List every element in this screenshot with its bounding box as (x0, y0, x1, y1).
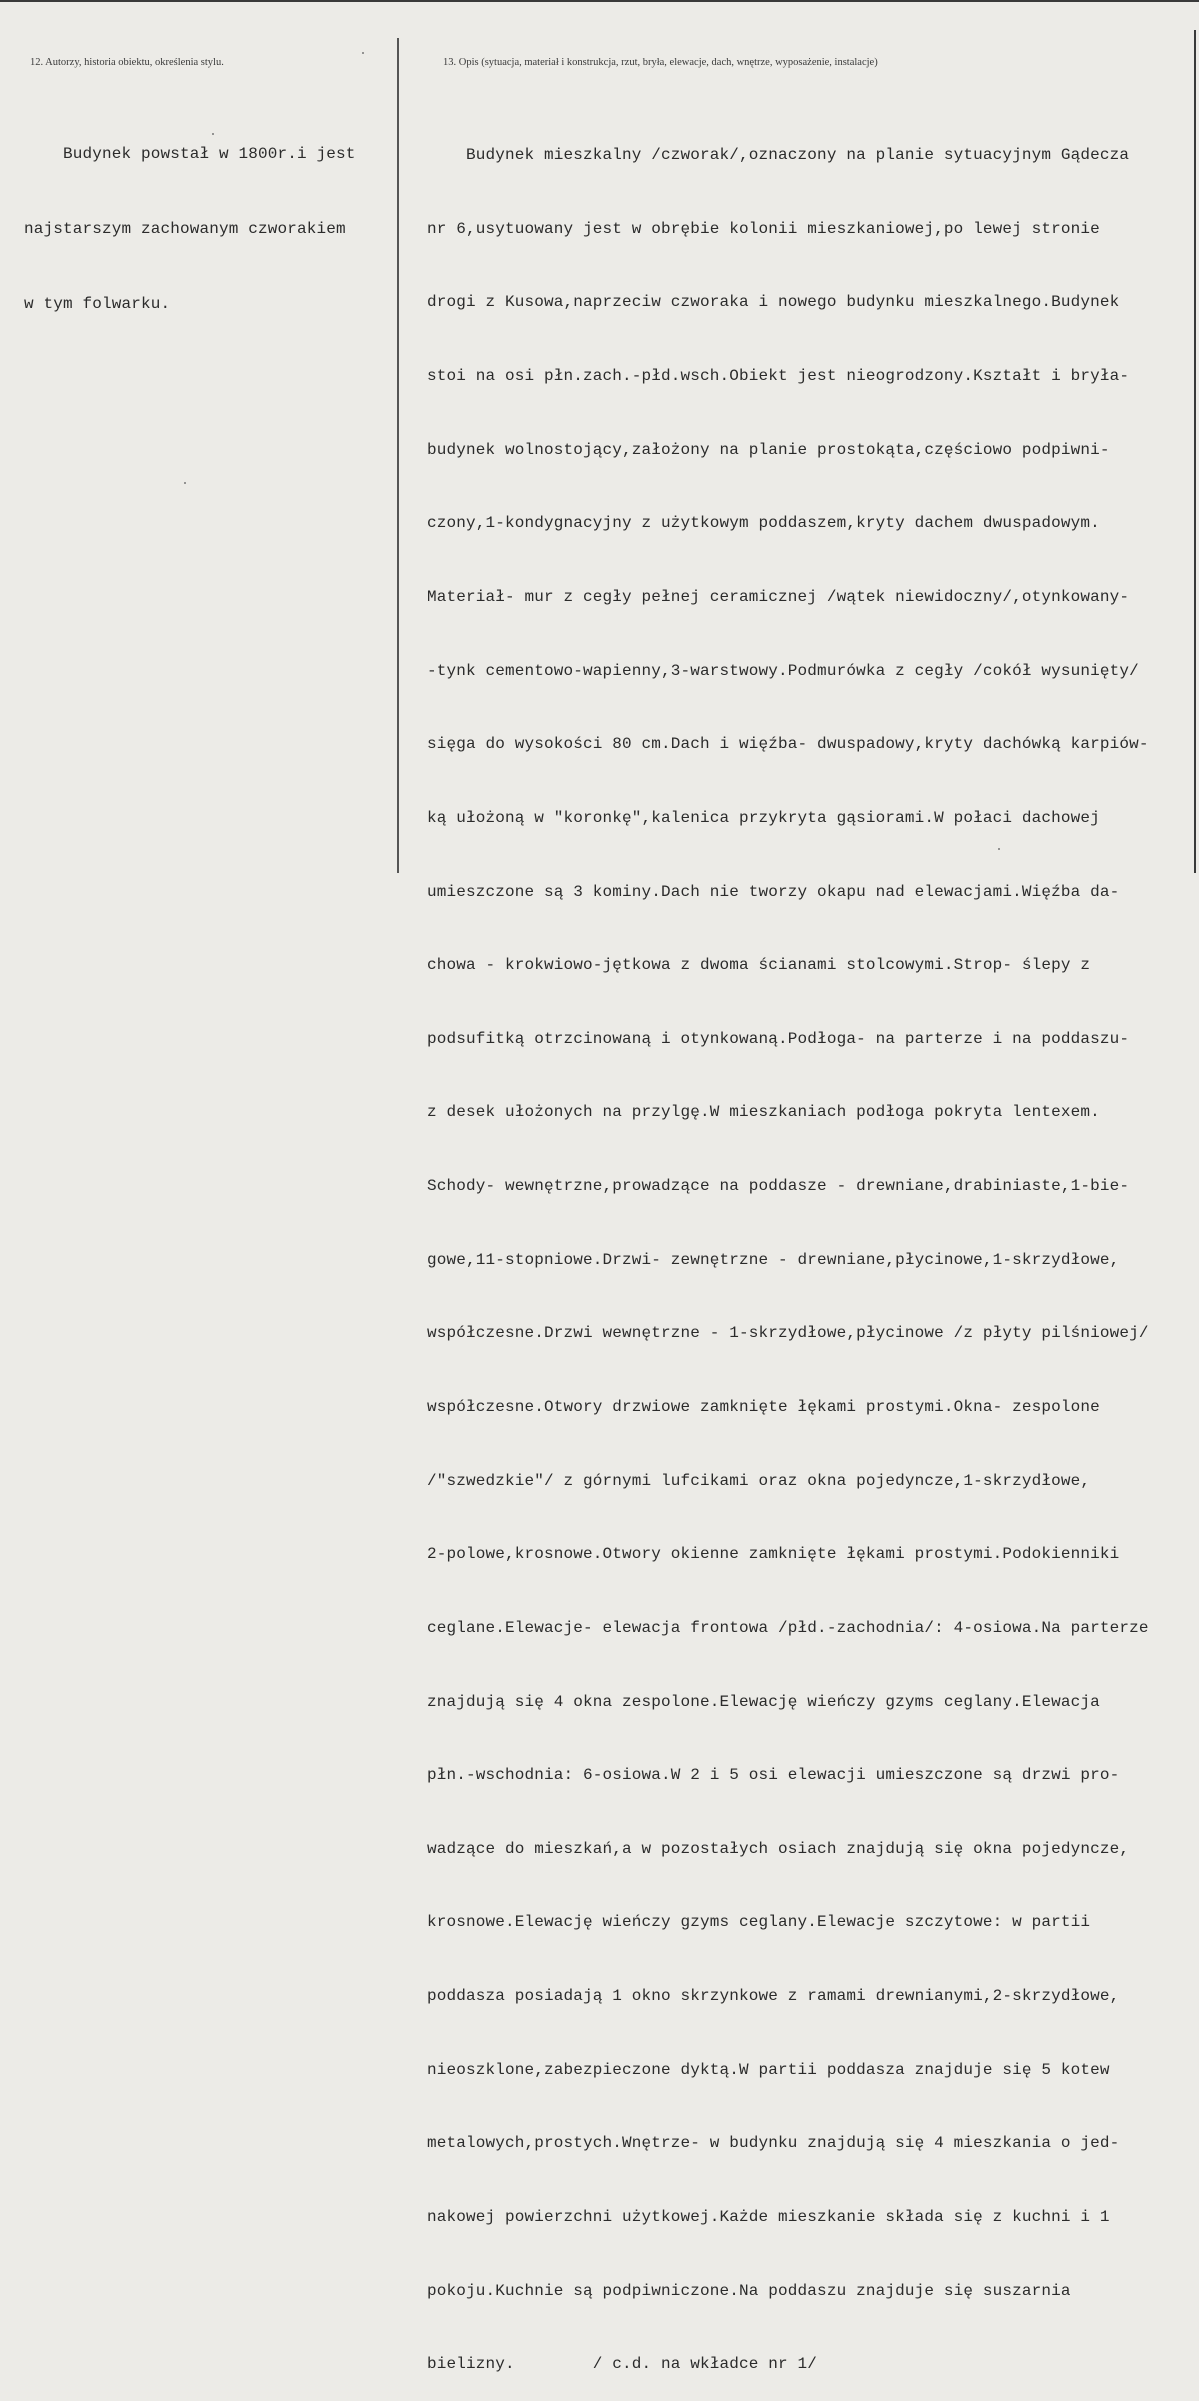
description-line: czony,1-kondygnacyjny z użytkowym poddaszem,kryty dachem dwuspadowym. (427, 514, 1100, 533)
section-12-header: 12. Autorzy, historia obiektu, określenia stylu. (30, 57, 224, 68)
description-line: budynek wolnostojący,założony na planie prostokąta,częściowo podpiwni- (427, 440, 1110, 459)
description-line: chowa - krokwiowo-jętkowa z dwoma ścianami stolcowymi.Strop- ślepy z (427, 956, 1091, 975)
description-line: -tynk cementowo-wapienny,3-warstwowy.Podmurówka z cegły /cokół wysunięty/ (427, 661, 1139, 680)
description-line: krosnowe.Elewację wieńczy gzyms ceglany.Elewacje szczytowe: w partii (427, 1913, 1091, 1932)
description-line: nakowej powierzchni użytkowej.Każde mieszkanie składa się z kuchni i 1 (427, 2208, 1110, 2227)
description-text (427, 94, 1149, 2401)
description-line: ceglane.Elewacje- elewacja frontowa /płd.-zachodnia/: 4-osiowa.Na parterze (427, 1618, 1149, 1637)
description-line: Budynek mieszkalny /czworak/,oznaczony na planie sytuacyjnym Gądecza (427, 146, 1130, 165)
description-line: nieoszklone,zabezpieczone dyktą.W partii poddasza znajduje się 5 kotew (427, 2060, 1110, 2079)
paper-speck (212, 133, 214, 135)
description-line: drogi z Kusowa,naprzeciw czworaka i nowego budynku mieszkalnego.Budynek (427, 293, 1120, 312)
history-text (24, 92, 356, 342)
history-line: w tym folwarku. (24, 295, 171, 313)
description-line: gowe,11-stopniowe.Drzwi- zewnętrzne - drewniane,płycinowe,1-skrzydłowe, (427, 1250, 1120, 1269)
description-line: współczesne.Drzwi wewnętrzne - 1-skrzydłowe,płycinowe /z płyty pilśniowej/ (427, 1324, 1149, 1343)
description-line: pokoju.Kuchnie są podpiwniczone.Na poddaszu znajduje się suszarnia (427, 2281, 1071, 2300)
description-line: Materiał- mur z cegły pełnej ceramicznej /wątek niewidoczny/,otynkowany- (427, 587, 1130, 606)
description-line: z desek ułożonych na przylgę.W mieszkaniach podłoga pokryta lentexem. (427, 1103, 1100, 1122)
description-line: 2-polowe,krosnowe.Otwory okienne zamknięte łękami prostymi.Podokienniki (427, 1545, 1120, 1564)
description-line: współczesne.Otwory drzwiowe zamknięte łękami prostymi.Okna- zespolone (427, 1397, 1100, 1416)
column-divider (397, 38, 399, 873)
description-line: stoi na osi płn.zach.-płd.wsch.Obiekt jest nieogrodzony.Kształt i bryła- (427, 367, 1130, 386)
description-line: płn.-wschodnia: 6-osiowa.W 2 i 5 osi elewacji umieszczone są drzwi pro- (427, 1766, 1120, 1785)
description-line: ką ułożoną w "koronkę",kalenica przykryta gąsiorami.W połaci dachowej (427, 808, 1100, 827)
description-line: Schody- wewnętrzne,prowadzące na poddasze - drewniane,drabiniaste,1-bie- (427, 1177, 1130, 1196)
description-line: sięga do wysokości 80 cm.Dach i więźba- dwuspadowy,kryty dachówką karpiów- (427, 735, 1149, 754)
description-line: metalowych,prostych.Wnętrze- w budynku znajdują się 4 mieszkania o jed- (427, 2134, 1120, 2153)
description-line: znajdują się 4 okna zespolone.Elewację wieńczy gzyms ceglany.Elewacja (427, 1692, 1100, 1711)
paper-speck (998, 848, 1000, 850)
description-line: bielizny. / c.d. na wkładce nr 1/ (427, 2355, 818, 2374)
description-line: nr 6,usytuowany jest w obrębie kolonii mieszkaniowej,po lewej stronie (427, 219, 1100, 238)
description-line: podsufitką otrzcinowaną i otynkowaną.Podłoga- na parterze i na poddaszu- (427, 1029, 1130, 1048)
history-line: Budynek powstał w 1800r.i jest (24, 145, 356, 163)
description-line: wadzące do mieszkań,a w pozostałych osiach znajdują się okna pojedyncze, (427, 1839, 1130, 1858)
paper-speck (184, 482, 186, 484)
paper-speck (362, 52, 364, 54)
right-border (1194, 30, 1196, 873)
section-13-header: 13. Opis (sytuacja, materiał i konstrukcja, rzut, bryła, elewacje, dach, wnętrze, wyposażenie, instalacje) (443, 57, 878, 68)
history-line: najstarszym zachowanym czworakiem (24, 220, 346, 238)
description-line: poddasza posiadają 1 okno skrzynkowe z ramami drewnianymi,2-skrzydłowe, (427, 1987, 1120, 2006)
description-line: /"szwedzkie"/ z górnymi lufcikami oraz okna pojedyncze,1-skrzydłowe, (427, 1471, 1091, 1490)
description-line: umieszczone są 3 kominy.Dach nie tworzy okapu nad elewacjami.Więźba da- (427, 882, 1120, 901)
